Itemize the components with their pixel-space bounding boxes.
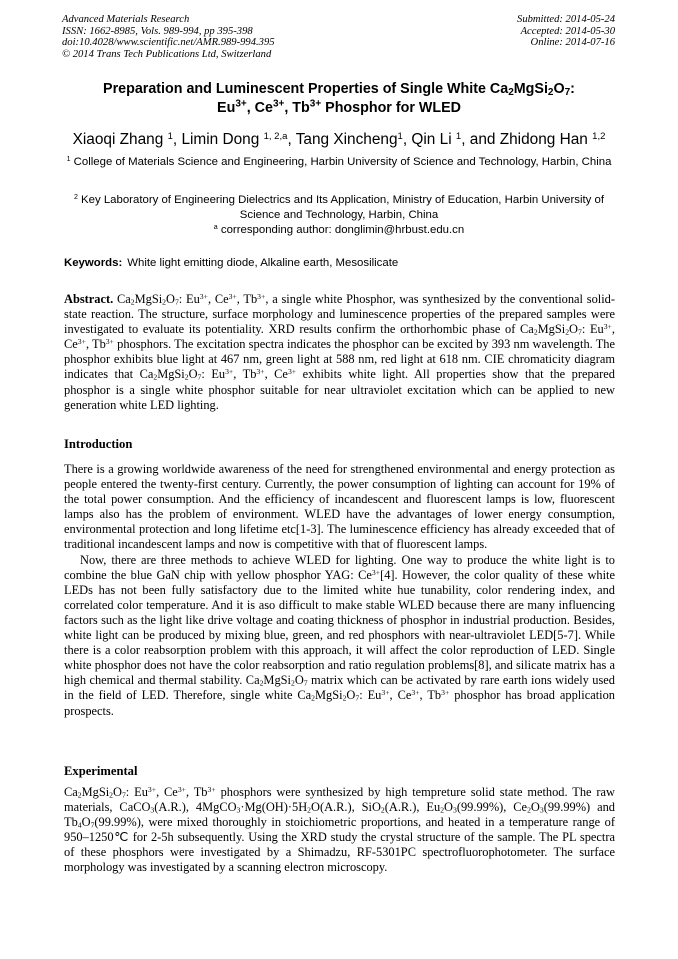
keywords: Keywords: White light emitting diode, Alkaline earth, Mesosilicate (64, 257, 399, 269)
introduction-paragraph-2: Now, there are three methods to achieve WLED for lighting. One way to produce the white light is to combine the blue GaN chip with yellow phosphor YAG: $Ce^{3+}[4]$. However, the color quality of these white LEDs has not been fully satisfactory due to the limited white hue tunability, color rendering index, and correlated color temperature. And it is aso difficult to make stable WLED because there are many influencing factors such as the light like drive voltage and coating thickness of phosphor in industrial production. Besides, white light can be produced by mixing blue, green, and red phosphors with near-ultraviolet LED[5-7]. While there is a color reabsorption problem with this approach, it will affect the color reproduction of LED. Single white phosphor does not have the color reabsorption and ratio regulation problems[8], and silicate matrix has a high chemical and thermal stability. $Ca_2MgSi_2O_7$ matrix which can be activated by rare earth ions widely used in the field of LED. Therefore, single white $Ca_2MgSi_2O_7$: $Eu^{3+}$, $Ce^{3+}$, $Tb^{3+}$ phosphor has broad application prospects. (64, 552, 615, 718)
issn-line: ISSN: 1662-8985, Vols. 989-994, pp 395-398 (62, 25, 253, 37)
online-date: Online: 2014-07-16 (530, 37, 615, 49)
paper-title: Preparation and Luminescent Properties of Single White $Ca_2MgSi_2O_7$: $Eu^{3+}$, $Ce^{3+}$, $Tb^{3+}$ Phosphor for WLED (103, 81, 575, 116)
experimental-heading-wrap (64, 764, 137, 779)
abstract: Abstract. $Ca_2MgSi_2O_7$: $Eu^{3+}$, $Ce^{3+}$, $Tb^{3+}$, a single white Phosphor, was synthesized by the conventional solid-state reaction. The structure, surface morphology and luminescence properties of the prepared samples were investigated to evaluate its potentiality. XRD results confirm the orthorhombic phase of $Ca_2MgSi_2O_7$: $Eu^{3+}$, $Ce^{3+}$, $Tb^{3+}$ phosphors. The excitation spectra indicates the phosphor can be excited by 393 nm wavelength. The phosphor exhibits blue light at 467 nm, green light at 588 nm, red light at 618 nm. CIE chromaticity diagram indicates that $Ca_2MgSi_2O_7$: $Eu^{3+}$, $Tb^{3+}$, $Ce^{3+}$ exhibits white light. All properties show that the prepared phosphor is a single white phosphor suitable for near ultraviolet excitation which can be applied to new generation white LED lighting. (64, 291, 615, 412)
author-list: Xiaoqi Zhang $^1$, Limin Dong $^{1, 2,a}$, Tang Xincheng$^1$, Qin Li $^1$, and Zhidong Han $^{1,2}$ (72, 130, 606, 148)
experimental-heading: Experimental (64, 764, 138, 778)
introduction-body (64, 462, 615, 719)
corresponding-author: corresponding author: donglimin@hrbust.edu.cn (217, 224, 465, 236)
affiliation-1: $^1$ College of Materials Science and Engineering, Harbin University of Science and Technology, Harbin, China (66, 156, 612, 168)
accepted-date: Accepted: 2014-05-30 (520, 25, 615, 37)
journal-name: Advanced Materials Research (62, 14, 190, 25)
introduction-paragraph-1: There is a growing worldwide awareness of the need for strengthened environmental and energy protection as people entered the twenty-first century. Currently, the power consumption of lighting can account for 19% of the total power consumption. And the efficiency of incandescent and fluorescent lamps is low, fluorescent lamps also has the problem of environment. WLED have the advantages of lower energy consumption, environmental protection and long lifetime etc[1-3]. The luminescence efficiency has already exceeded that of traditional incandescent lamps and now is competitive with that of fluorescent lamps. (64, 462, 615, 552)
experimental-paragraph: $Ca_2MgSi_2O_7$: $Eu^{3+}$, $Ce^{3+}$, $Tb^{3+}$ phosphors were synthesized by high tempreture solid state method. The raw materials, CaCO$_3$(A.R.), $4MgCO_3\cdot Mg(OH)\cdot 5H_2O(A.R.)$, SiO$_2$(A.R.), $Eu_2O_3(99.99\%)$, $Ce_2O_3(99.99\%)$ and $Tb_4O_7(99.99\%)$, were mixed thoroughly in stoichiometric proportions, and heated in a temperature range of 950–1250℃ for 2-5h subsequently. Using the XRD study the crystal structure of the sample. The PL spectra of these phosphors were investigated by a Shimadzu, RF-5301PC spectrofluorophotometer. The surface morphology was investigated by a scanning electron microscopy. (64, 784, 615, 875)
doi-line: doi:10.4028/www.scientific.net/AMR.989-994.395 (62, 37, 275, 49)
header-left (62, 14, 275, 60)
introduction-heading: Introduction (64, 437, 133, 451)
introduction-heading-wrap (64, 437, 132, 452)
submitted-date: Submitted: 2014-05-24 (517, 14, 615, 25)
experimental-body (64, 785, 615, 876)
affiliation-2: $^2$ Key Laboratory of Engineering Dielectrics and Its Application, Ministry of Education, Harbin University of Science and Technology, Harbin, China $^a$ corresponding author: donglimin@hrbust.edu.cn (73, 194, 605, 236)
abstract-label: Abstract. (64, 292, 114, 306)
header-right (517, 14, 615, 49)
copyright-line: © 2014 Trans Tech Publications Ltd, Switzerland (62, 48, 272, 60)
